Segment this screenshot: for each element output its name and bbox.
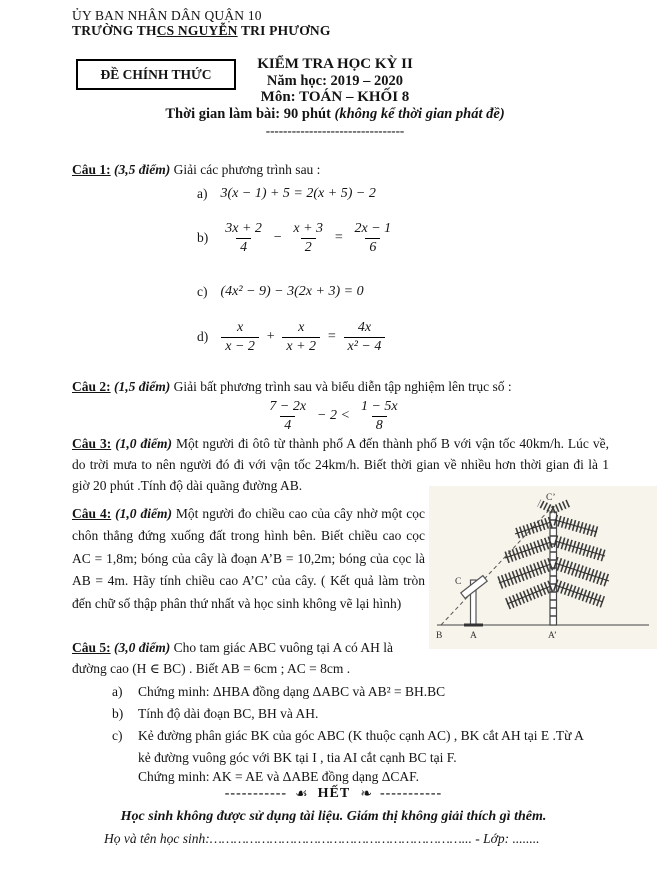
- end-of-exam-line: [0, 786, 667, 802]
- q3-text: Một người đi ôtô từ thành phố A đến thành phố B với vận tốc 40km/h. Lúc về, do trời mưa to nên người đó đi với vận tốc 24km/h. Biết thời gian về nhiều hơn thời gian đi là 1 giờ 20 phút .Tính độ dài quãng đường AB.: [72, 436, 609, 493]
- operator: −: [272, 230, 283, 246]
- fraction-denominator: 4: [280, 416, 295, 434]
- fraction-denominator: 4: [236, 238, 251, 256]
- question-2-heading: [72, 379, 512, 395]
- q5-points: (3,0 điểm): [114, 640, 171, 655]
- org-line-2-pre: TRƯỜNG TH: [72, 23, 157, 38]
- fraction: [265, 399, 310, 433]
- official-exam-box: ĐỀ CHÍNH THỨC: [76, 59, 236, 90]
- q1-item-b: [197, 221, 395, 255]
- fraction-numerator: 1 − 5x: [360, 399, 398, 414]
- q5-b-label: b): [112, 706, 124, 721]
- exam-subject: Môn: TOÁN – KHỐI 8: [260, 89, 410, 106]
- q1-item-c: [197, 284, 364, 300]
- question-5-heading: [72, 640, 393, 656]
- q1-item-d: [197, 320, 385, 354]
- fraction: [289, 221, 327, 255]
- q5-c-text-line3: Chứng minh: AK = AE và ΔABE đồng dạng ΔCAF.: [138, 769, 419, 784]
- q5-label: Câu 5:: [72, 640, 111, 655]
- end-dashes-right: -----------: [379, 786, 443, 801]
- fraction-numerator: x + 3: [293, 221, 324, 236]
- q5-item-b: [112, 706, 612, 722]
- org-line-2-underlined: CS NGUYỄN: [156, 23, 238, 38]
- exam-year: Năm học: 2019 – 2020: [266, 72, 404, 89]
- fraction-denominator: x² − 4: [344, 337, 386, 355]
- student-name-line: Họ và tên học sinh:………………………………………………………... - Lớp: ........: [104, 831, 540, 846]
- fraction: [221, 320, 259, 354]
- q5-intro-line2: đường cao (H ∈ BC) . Biết AB = 6cm ; AC = 8cm .: [72, 661, 351, 676]
- q1-label: Câu 1:: [72, 162, 111, 177]
- q4-points: (1,0 điểm): [115, 506, 172, 521]
- figure-label-c-prime: C’: [546, 493, 556, 503]
- q1-points: (3,5 điểm): [114, 162, 171, 177]
- q4-label: Câu 4:: [72, 506, 112, 521]
- q4-text: Một người đo chiều cao của cây nhờ một cọc chôn thẳng đứng xuống đất trong hình bên. Biết chiều cao cọc AC = 1,8m; bóng của cây là đoạn A’B = 10,2m; bóng của cọc là AB = 4m. Hãy tính chiều cao A’C’ của cây. ( Kết quả làm tròn đến chữ số thập phân thứ nhất và học sinh không vẽ lại hình): [72, 506, 425, 611]
- floral-ornament-right-icon: ❧: [360, 786, 372, 802]
- fraction: [221, 221, 266, 255]
- fraction-numerator: x: [298, 320, 305, 335]
- operator: =: [334, 230, 344, 246]
- fraction-denominator: 6: [365, 238, 380, 256]
- end-dashes-left: -----------: [224, 786, 288, 801]
- q5-c-label: c): [112, 728, 123, 743]
- exam-duration: [100, 106, 570, 123]
- q1-a-label: a): [197, 186, 208, 201]
- org-line-2-post: TRI PHƯƠNG: [237, 23, 331, 38]
- duration-note: (không kể thời gian phát đề): [334, 105, 505, 122]
- q1-a-equation: 3(x − 1) + 5 = 2(x + 5) − 2: [220, 186, 376, 201]
- q5-a-text: Chứng minh: ΔHBA đồng dạng ΔABC và AB² = BH.BC: [138, 684, 446, 699]
- q5-c-text-line2: kẻ đường vuông góc với BK tại I , tia AI cắt cạnh BC tại F.: [138, 750, 457, 765]
- end-label: HẾT: [317, 786, 351, 801]
- q1-c-equation: (4x² − 9) − 3(2x + 3) = 0: [220, 284, 364, 299]
- q1-d-label: d): [197, 329, 209, 345]
- q5-item-c: [112, 728, 632, 744]
- fraction-numerator: 3x + 2: [225, 221, 262, 236]
- q5-item-a: [112, 684, 612, 700]
- figure-label-b: B: [436, 631, 443, 641]
- q5-c-text-line1: Kẻ đường phân giác BK của góc ABC (K thuộc cạnh AC) , BK cắt AH tại E .Từ A: [138, 728, 584, 743]
- floral-ornament-left-icon: ☙: [295, 786, 308, 802]
- tree-figure-svg: [429, 486, 657, 649]
- q5-a-label: a): [112, 684, 123, 699]
- fraction-numerator: x: [236, 320, 244, 335]
- q1-item-a: [197, 186, 376, 202]
- fraction: [357, 399, 402, 433]
- fraction: [351, 221, 396, 255]
- fraction: [282, 320, 320, 354]
- q1-c-label: c): [197, 284, 208, 299]
- fraction-denominator: 2: [301, 238, 316, 256]
- tree-measurement-figure: [429, 486, 657, 649]
- q5-intro-line1: Cho tam giác ABC vuông tại A có AH là: [173, 640, 394, 655]
- operator: =: [327, 329, 337, 345]
- fraction-denominator: 8: [372, 416, 387, 434]
- q2-points: (1,5 điểm): [114, 379, 171, 394]
- fraction: [344, 320, 386, 354]
- exam-title: KIỂM TRA HỌC KỲ II: [257, 56, 413, 72]
- figure-label-c: C: [455, 577, 462, 587]
- org-line-1: ỦY BAN NHÂN DÂN QUẬN 10: [72, 8, 262, 23]
- figure-label-a-prime: A’: [548, 631, 557, 641]
- operator: − 2 <: [317, 408, 350, 424]
- fraction-denominator: x − 2: [221, 337, 259, 355]
- q5-b-text: Tính độ dài đoạn BC, BH và AH.: [138, 706, 319, 721]
- figure-label-a: A: [470, 631, 477, 641]
- fraction-numerator: 7 − 2x: [269, 399, 307, 414]
- fraction-denominator: x + 2: [282, 337, 320, 355]
- q3-points: (1,0 điểm): [115, 436, 173, 451]
- fraction-numerator: 2x − 1: [354, 221, 392, 236]
- question-4-paragraph: [72, 503, 425, 615]
- q1-text: Giải các phương trình sau :: [173, 162, 321, 177]
- q2-inequality: [0, 399, 667, 433]
- q1-b-label: b): [197, 230, 209, 246]
- operator: +: [265, 329, 276, 345]
- fraction-numerator: 4x: [357, 320, 372, 335]
- question-1-heading: [72, 162, 320, 178]
- q2-text: Giải bất phương trình sau và biểu diễn tập nghiệm lên trục số :: [173, 379, 512, 394]
- title-divider: --------------------------------: [265, 123, 405, 139]
- no-materials-note: Học sinh không được sử dụng tài liệu. Giám thị không giải thích gì thêm.: [120, 809, 547, 824]
- q3-label: Câu 3:: [72, 436, 112, 451]
- q2-label: Câu 2:: [72, 379, 111, 394]
- org-line-2: [72, 23, 331, 39]
- title-block: [100, 56, 570, 140]
- duration-text: Thời gian làm bài: 90 phút: [165, 105, 335, 122]
